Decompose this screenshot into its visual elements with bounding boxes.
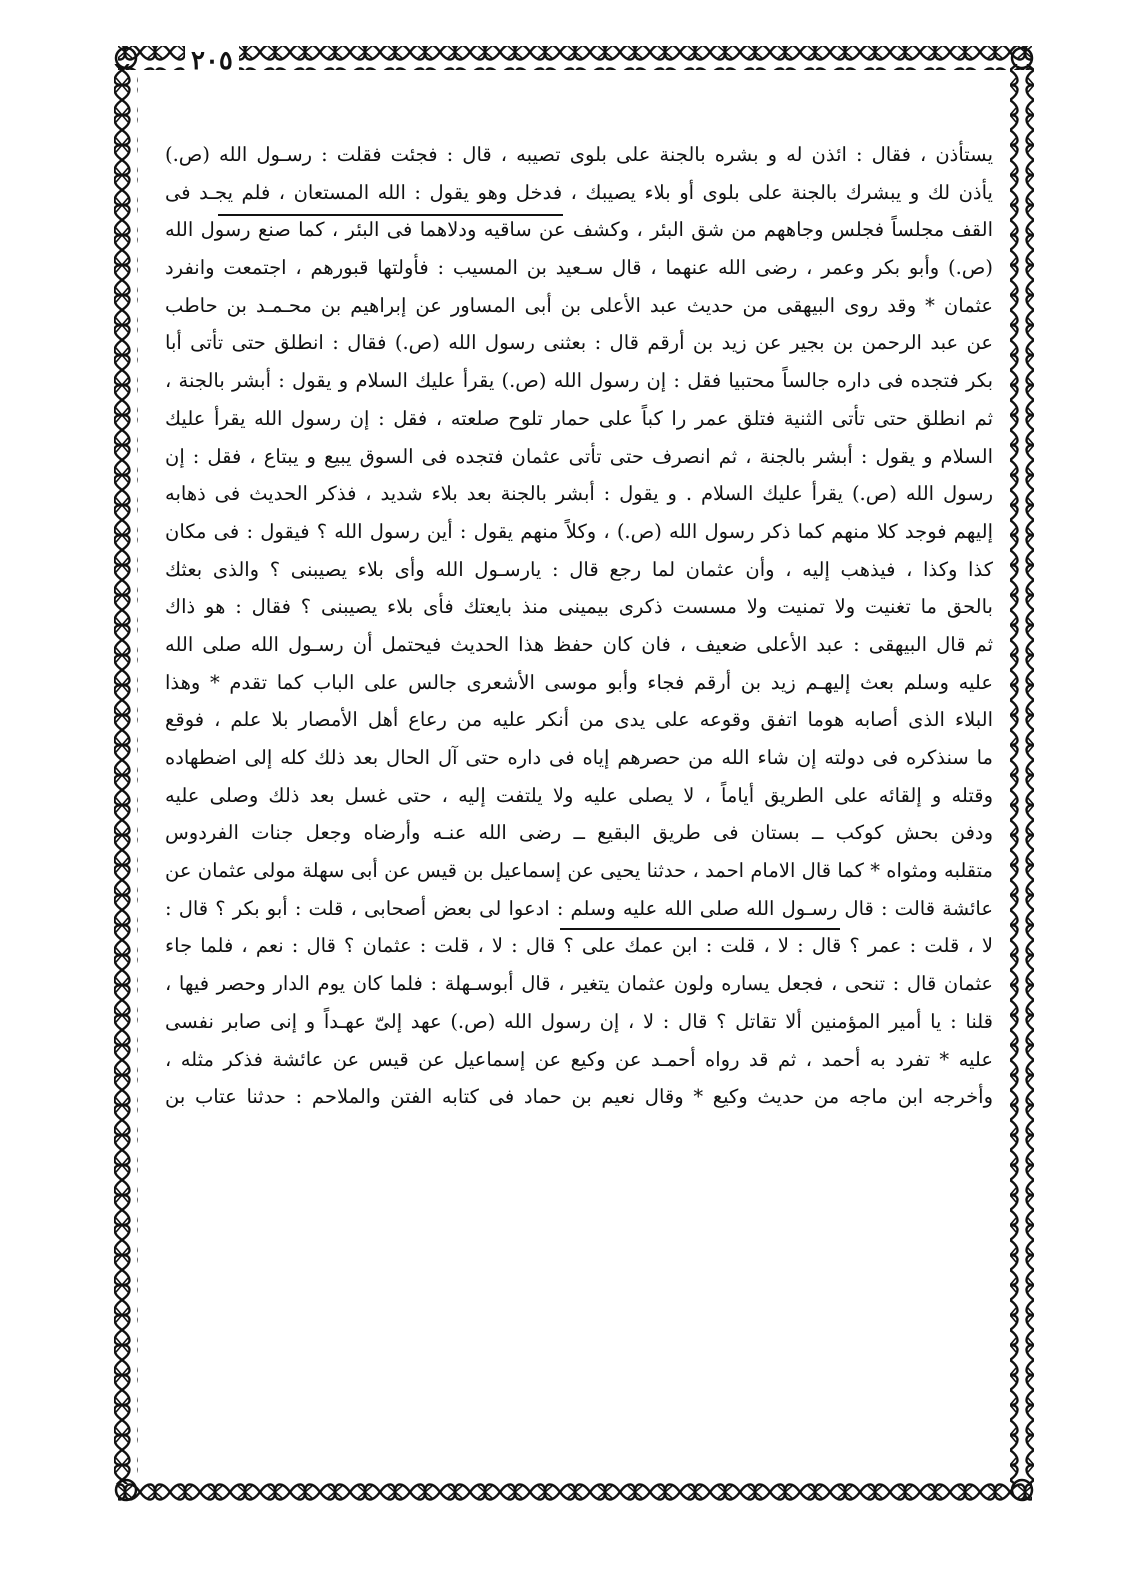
text-line: وقتله و إلقائه على الطريق أياماً ، لا يصلى عليه ولا يلتفت إليه ، حتى غسل بعد ذلك وصلى عليه <box>165 783 993 807</box>
text-line: متقلبه ومثواه * كما قال الامام احمد ، حدثنا يحيى عن إسماعيل بن قيس عن أبى سهلة مولى عثمان عن <box>165 859 993 883</box>
text-line: لا ، قلت : عمر ؟ قال : لا ، قلت : ابن عمك على ؟ قال : لا ، قلت : عثمان ؟ قال : نعم ، فلما جاء <box>165 934 993 958</box>
text-line: بكر فتجده فى داره جالساً محتبيا فقل : إن رسول الله (ص.) يقرأ عليك السلام و يقول : أبشر بالجنة ، <box>165 369 993 393</box>
text-line: كذا وكذا ، فيذهب إليه ، وأن عثمان لما رجع قال : يارسـول الله وأى بلاء يصيبنى ؟ والذى بعثك <box>165 557 993 581</box>
underline-mark <box>560 928 840 930</box>
text-line: عليه وسلم بعث إليهـم زيد بن أرقم فجاء وأبو موسى الأشعرى جالس على الباب كما تقدم * وهذا <box>165 670 993 694</box>
text-line: يأذن لك و يبشرك بالجنة على بلوى أو بلاء يصيبك ، فدخل وهو يقول : الله المستعان ، فلم يجـد فى <box>165 180 993 204</box>
text-line: رسول الله (ص.) يقرأ عليك السلام . و يقول : أبشر بالجنة بعد بلاء شديد ، فذكر الحديث فى ذهابه <box>165 482 993 506</box>
text-line: (ص.) وأبو بكر وعمر ، رضى الله عنهما ، قال سـعيد بن المسيب : فأولتها قبورهم ، اجتمعت وانفرد <box>165 256 993 280</box>
text-line: القف مجلساً فجلس وجاههم من شق البئر ، وكشف عن ساقيه ودلاهما فى البئر ، كما صنع رسول الله <box>165 218 993 242</box>
page-number: ٢٠٥ <box>185 46 239 76</box>
text-line: البلاء الذى أصابه هوما اتفق وقوعه على يدى من أنكر عليه من رعاع أهل الأمصار بلا علم ، فوقع <box>165 708 993 732</box>
text-line: عثمان قال : تنحى ، فجعل يساره ولون عثمان يتغير ، قال أبوسـهلة : فلما كان يوم الدار وحصر فيها ، <box>165 972 993 996</box>
text-line: ودفن بحش كوكب ــ بستان فى طريق البقيع ــ رضى الله عنـه وأرضاه وجعل جنات الفردوس <box>165 821 993 845</box>
text-line: إليهم فوجد كلا منهم كما ذكر رسول الله (ص.) ، وكلاً منهم يقول : أين رسول الله ؟ فيقول : فى مكان <box>165 519 993 543</box>
text-line: قلنا : يا أمير المؤمنين ألا تقاتل ؟ قال : لا ، إن رسول الله (ص.) عهد إلىّ عهـداً و إنى صابر نفسى <box>165 1009 993 1033</box>
text-line: عائشة قالت : قال رسـول الله صلى الله عليه وسلم : ادعوا لى بعض أصحابى ، قلت : أبو بكر ؟ قال : <box>165 896 993 920</box>
text-line: عثمان * وقد روى البيهقى من حديث عبد الأعلى بن أبى المساور عن إبراهيم بن محـمـد بن حاطب <box>165 293 993 317</box>
main-text <box>165 136 993 1466</box>
text-line: ثم انطلق حتى تأتى الثنية فتلق عمر را كباً على حمار تلوح صلعته ، فقل : إن رسول الله يقرأ عليك <box>165 406 993 430</box>
text-line: بالحق ما تغنيت ولا تمنيت ولا مسست ذكرى بيمينى منذ بايعتك فأى بلاء يصيبنى ؟ فقال : هو ذاك <box>165 595 993 619</box>
text-line: السلام و يقول : أبشر بالجنة ، ثم انصرف حتى تأتى عثمان فتجده فى السوق يبيع و يبتاع ، فقل : إن <box>165 444 993 468</box>
text-line: عن عبد الرحمن بن بجير عن زيد بن أرقم قال : بعثنى رسول الله (ص.) فقال : انطلق حتى تأتى أبا <box>165 331 993 355</box>
text-line: ثم قال البيهقى : عبد الأعلى ضعيف ، فان كان حفظ هذا الحديث فيحتمل أن رسـول الله صلى الله <box>165 632 993 656</box>
text-line: يستأذن ، فقال : ائذن له و بشره بالجنة على بلوى تصيبه ، قال : فجئت فقلت : رسـول الله (ص.) <box>165 143 993 166</box>
text-line: وأخرجه ابن ماجه من حديث وكيع * وقال نعيم بن حماد فى كتابه الفتن والملاحم : حدثنا عتاب بن <box>165 1085 993 1109</box>
underline-mark <box>218 214 563 216</box>
text-line: ما سنذكره فى دولته إن شاء الله من حصرهم إياه فى داره حتى آل الحال بعد ذلك كله إلى اضطهاده <box>165 746 993 769</box>
text-line: عليه * تفرد به أحمد ، ثم قد رواه أحمـد عن وكيع عن إسماعيل عن قيس عن عائشة فذكر مثله ، <box>165 1047 993 1071</box>
